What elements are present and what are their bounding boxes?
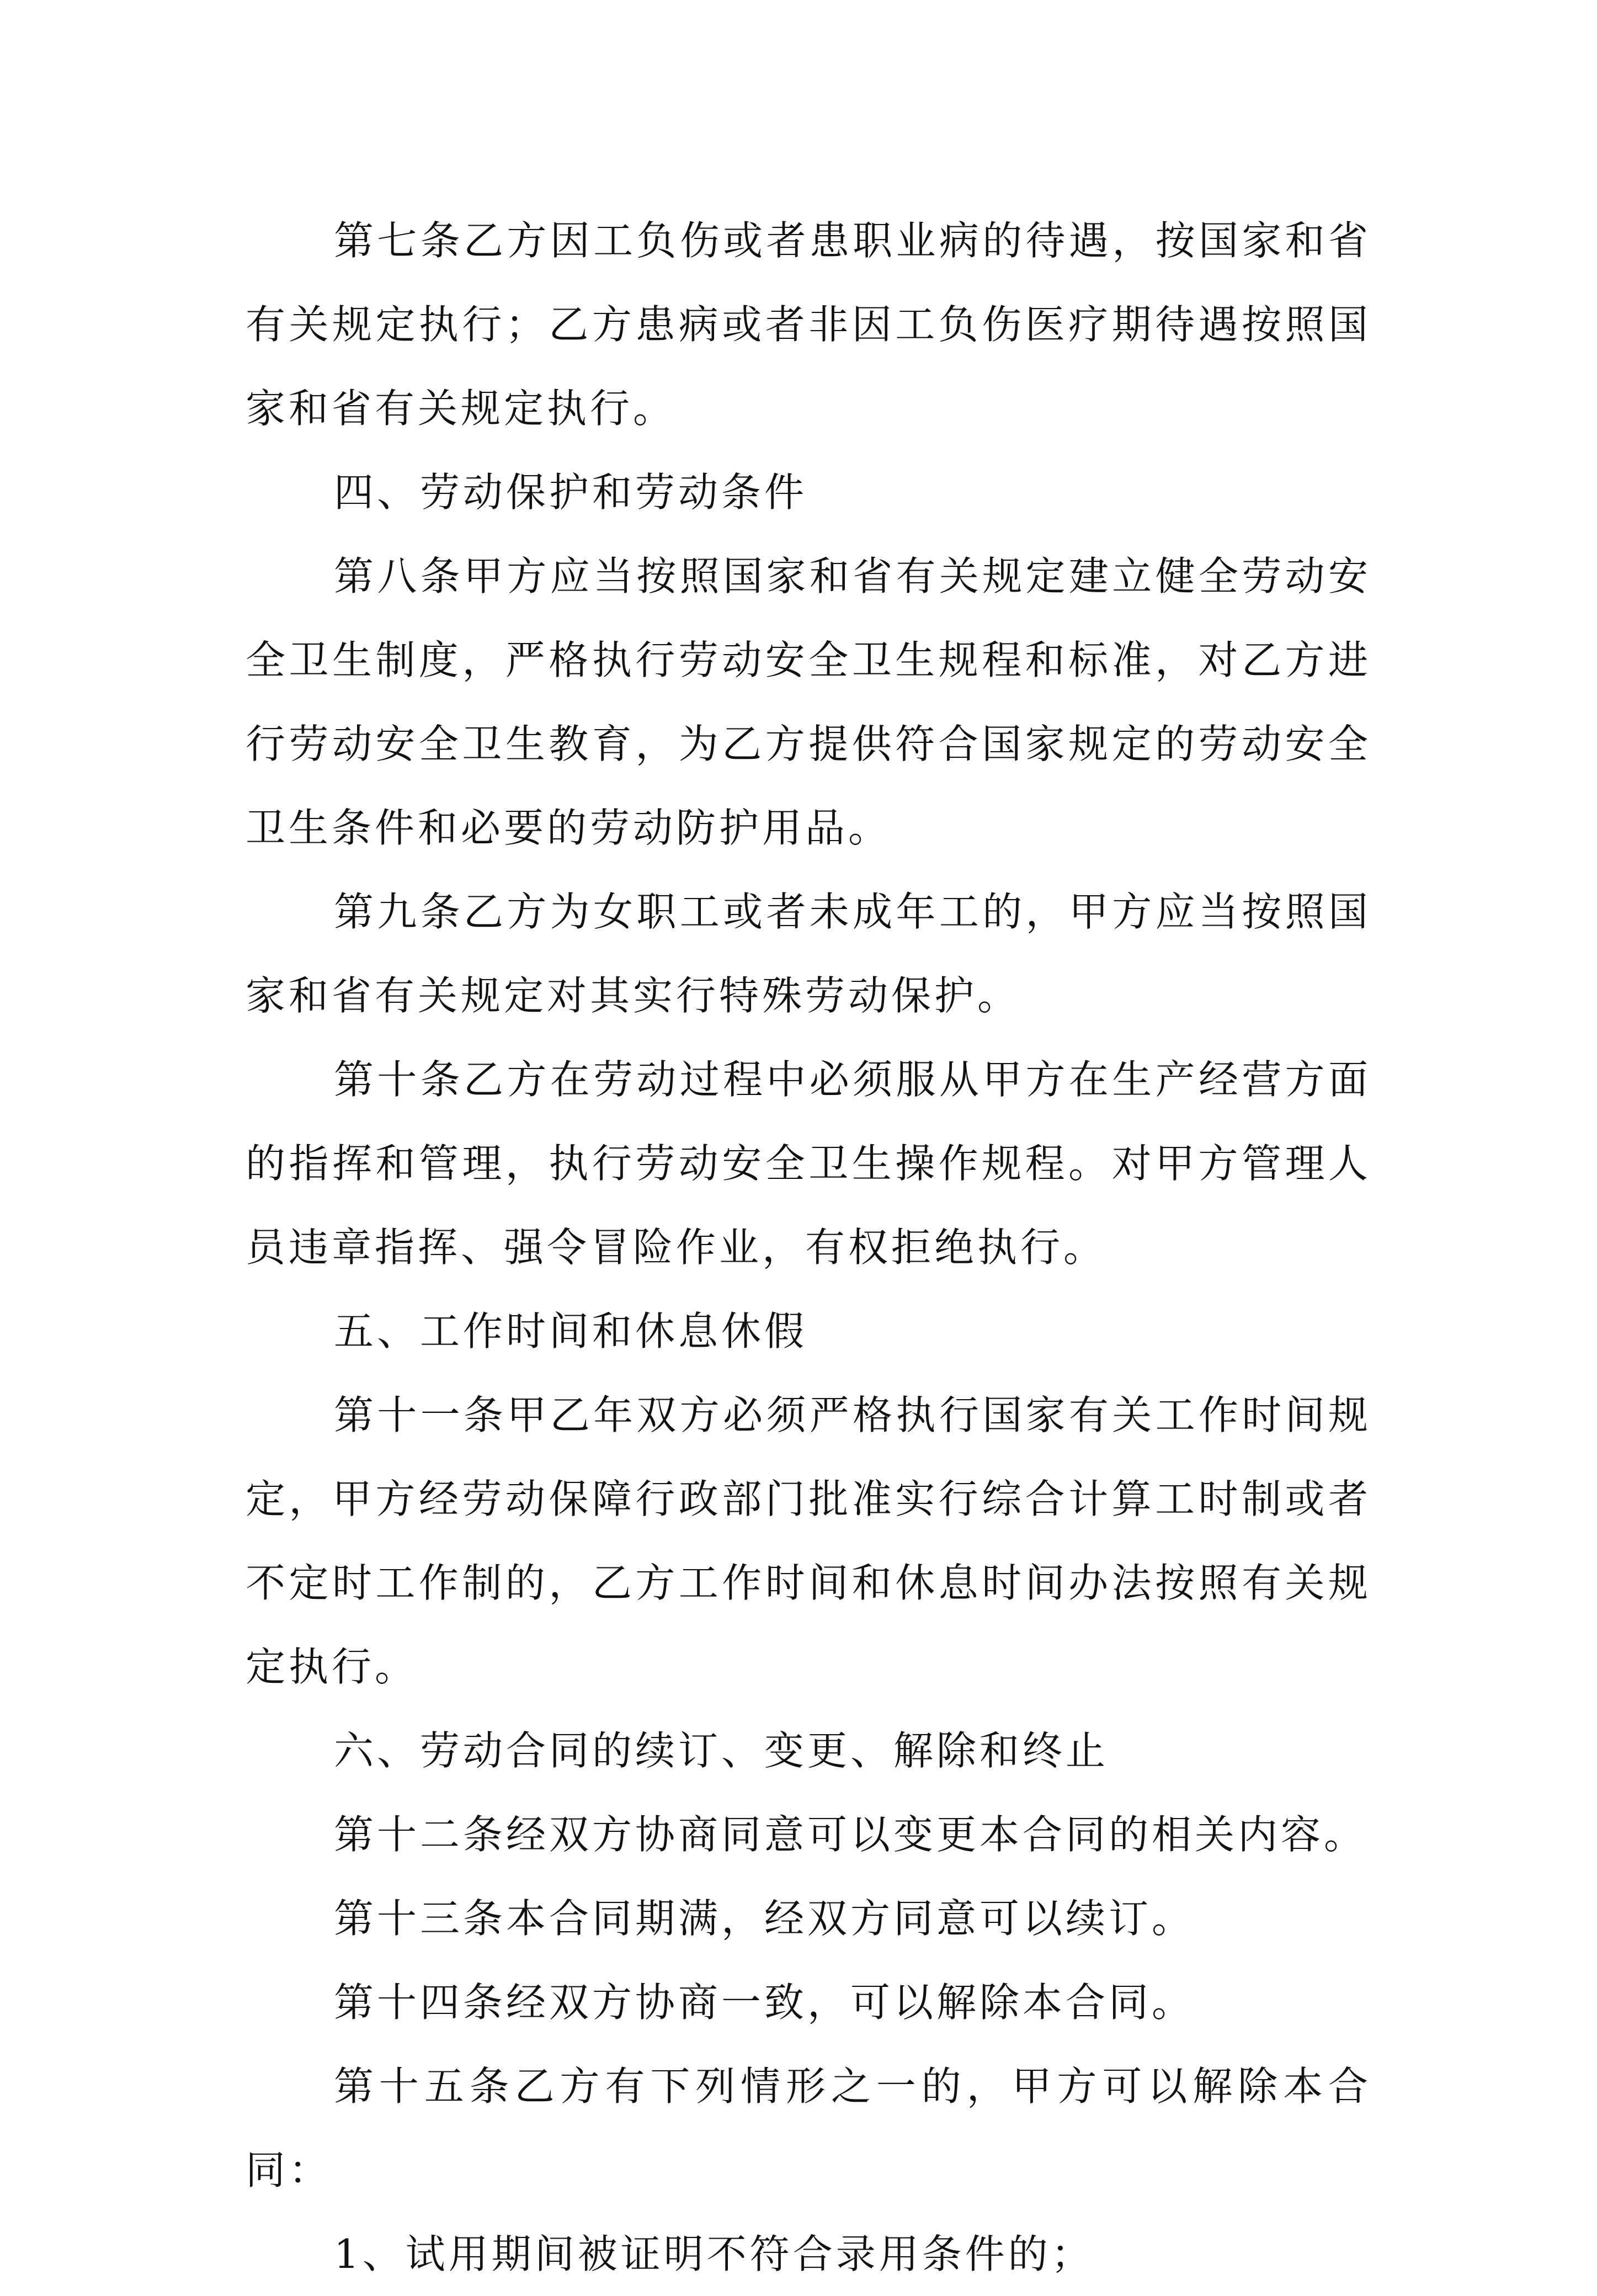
article-8-paragraph: 第八条甲方应当按照国家和省有关规定建立健全劳动安全卫生制度，严格执行劳动安全卫生规程和标准，对乙方进行劳动安全卫生教育，为乙方提供符合国家规定的劳动安全卫生条件和必要的劳动防护用品。	[246, 553, 1371, 851]
section-6-heading: 六、劳动合同的续订、变更、解除和终止	[334, 1728, 1109, 1774]
article-9-paragraph: 第九条乙方为女职工或者未成年工的，甲方应当按照国家和省有关规定对其实行特殊劳动保护。	[246, 889, 1371, 1019]
article-11-paragraph: 第十一条甲乙年双方必须严格执行国家有关工作时间规定，甲方经劳动保障行政部门批准实行综合计算工时制或者不定时工作制的，乙方工作时间和休息时间办法按照有关规定执行。	[246, 1392, 1371, 1690]
article-10-paragraph: 第十条乙方在劳动过程中必须服从甲方在生产经营方面的指挥和管理，执行劳动安全卫生操作规程。对甲方管理人员违章指挥、强令冒险作业，有权拒绝执行。	[246, 1056, 1371, 1271]
article-15-paragraph: 第十五条乙方有下列情形之一的，甲方可以解除本合同：	[246, 2063, 1371, 2193]
document-body	[246, 199, 1371, 2296]
article-12-paragraph: 第十二条经双方协商同意可以变更本合同的相关内容。	[334, 1811, 1367, 1858]
section-4-heading: 四、劳动保护和劳动条件	[334, 469, 808, 515]
article-13-paragraph: 第十三条本合同期满，经双方同意可以续订。	[334, 1895, 1195, 1942]
list-item-1: 1、试用期间被证明不符合录用条件的；	[334, 2231, 1094, 2277]
article-14-paragraph: 第十四条经双方协商一致，可以解除本合同。	[334, 1979, 1195, 2026]
section-5-heading: 五、工作时间和休息休假	[334, 1308, 808, 1354]
article-7-paragraph: 第七条乙方因工负伤或者患职业病的待遇，按国家和省有关规定执行；乙方患病或者非因工负伤医疗期待遇按照国家和省有关规定执行。	[246, 217, 1371, 432]
